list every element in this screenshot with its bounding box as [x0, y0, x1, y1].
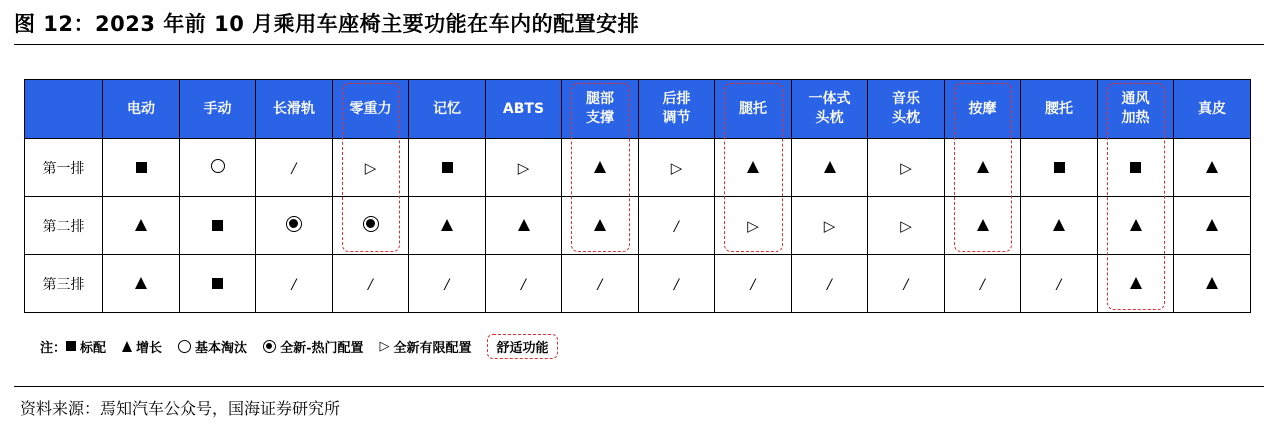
header-corner: [25, 80, 103, 139]
bottom-rule: [14, 386, 1264, 387]
table-row: [25, 139, 1251, 197]
column-header: 零重力: [333, 80, 409, 139]
column-header: 腿托: [715, 80, 792, 139]
standard-icon: [212, 278, 223, 289]
none-mark: /: [597, 276, 603, 293]
row-label: 第二排: [25, 197, 103, 255]
column-header: 真皮: [1174, 80, 1251, 139]
standard-icon: [136, 162, 147, 173]
open-triangle-icon: ▷: [747, 216, 759, 235]
table-cell: [792, 139, 868, 197]
column-header: 电动: [103, 80, 180, 139]
table-cell: [103, 139, 180, 197]
none-mark: /: [291, 276, 297, 293]
new-hot-icon: [286, 216, 302, 232]
none-mark: /: [1056, 276, 1062, 293]
circle-icon: [178, 340, 191, 353]
comfort-highlight-box: [571, 83, 630, 252]
table-cell: [333, 255, 409, 313]
comfort-highlight-box: [724, 83, 783, 252]
legend-standard: 标配: [66, 337, 106, 356]
row-label: 第三排: [25, 255, 103, 313]
table-row: [25, 197, 1251, 255]
table-cell: [1021, 139, 1098, 197]
growth-icon: [1206, 161, 1218, 173]
table-cell: [792, 255, 868, 313]
table-cell: [180, 139, 256, 197]
open-triangle-icon: ▷: [379, 338, 390, 354]
column-header: 按摩: [945, 80, 1021, 139]
table-cell: [409, 197, 486, 255]
table-body: [25, 139, 1251, 313]
table-cell: [256, 197, 333, 255]
table-row: [25, 255, 1251, 313]
growth-icon: [824, 161, 836, 173]
open-triangle-icon: ▷: [517, 158, 530, 177]
table-cell: [103, 255, 180, 313]
column-header: ABTS: [486, 80, 562, 139]
none-mark: /: [750, 276, 756, 293]
table-cell: [868, 139, 945, 197]
none-mark: /: [368, 276, 373, 293]
none-mark: /: [674, 276, 679, 293]
table-cell: [409, 255, 486, 313]
table-cell: [256, 255, 333, 313]
table-cell: [103, 197, 180, 255]
table-cell: [1174, 139, 1251, 197]
standard-icon: [442, 162, 453, 173]
triangle-icon: [122, 341, 132, 352]
open-triangle-icon: ▷: [670, 158, 683, 177]
table-cell: [180, 255, 256, 313]
none-mark: /: [444, 276, 450, 293]
open-triangle-icon: ▷: [823, 216, 836, 235]
eliminated-icon: [211, 159, 225, 173]
figure-title: 图 12：2023 年前 10 月乘用车座椅主要功能在车内的配置安排: [14, 12, 640, 36]
table-cell: [639, 197, 715, 255]
legend-comfort: 舒适功能: [487, 334, 557, 359]
none-mark: /: [674, 218, 679, 235]
legend-new-hot: 全新-热门配置: [263, 337, 363, 356]
column-header: 音乐 头枕: [868, 80, 945, 139]
growth-icon: [441, 219, 453, 231]
table-cell: [1021, 255, 1098, 313]
open-triangle-icon: ▷: [900, 216, 912, 235]
table-cell: [486, 139, 562, 197]
table-cell: [792, 197, 868, 255]
open-triangle-icon: ▷: [900, 158, 912, 177]
dot-circle-icon: [263, 340, 276, 353]
header-row: [25, 80, 1251, 139]
growth-icon: [1206, 277, 1218, 289]
column-header: 记忆: [409, 80, 486, 139]
table-cell: [562, 255, 639, 313]
column-header: 腰托: [1021, 80, 1098, 139]
comfort-highlight-box: [1107, 83, 1165, 310]
table-cell: [868, 197, 945, 255]
table-cell: [639, 139, 715, 197]
comfort-highlight-box: [342, 83, 400, 252]
column-header: 一体式 头枕: [792, 80, 868, 139]
table-cell: [945, 255, 1021, 313]
legend-eliminated: 基本淘汰: [178, 337, 247, 356]
column-header: 后排 调节: [639, 80, 715, 139]
none-mark: /: [291, 160, 297, 177]
none-mark: /: [521, 276, 526, 293]
table-cell: [486, 255, 562, 313]
column-header: 腿部 支撑: [562, 80, 639, 139]
table-cell: [486, 197, 562, 255]
table-cell: [1174, 197, 1251, 255]
column-header: 手动: [180, 80, 256, 139]
top-rule: [14, 44, 1264, 45]
config-table: [24, 79, 1251, 313]
table-cell: [715, 255, 792, 313]
table-cell: [639, 255, 715, 313]
standard-icon: [212, 220, 223, 231]
row-label: 第一排: [25, 139, 103, 197]
table-cell: [1021, 197, 1098, 255]
table-cell: [868, 255, 945, 313]
growth-icon: [518, 219, 530, 231]
column-header: 长滑轨: [256, 80, 333, 139]
growth-icon: [135, 219, 147, 231]
square-icon: [66, 341, 76, 351]
table-cell: [1174, 255, 1251, 313]
column-header: 通风 加热: [1098, 80, 1174, 139]
none-mark: /: [980, 276, 985, 293]
legend: [40, 333, 574, 359]
standard-icon: [1054, 162, 1065, 173]
table-cell: [409, 139, 486, 197]
legend-prefix: 注：: [40, 340, 67, 356]
growth-icon: [135, 277, 147, 289]
open-triangle-icon: ▷: [364, 158, 377, 177]
legend-new-limited: ▷ 全新有限配置: [379, 338, 472, 356]
legend-growth: 增长: [122, 337, 162, 356]
source-note: 资料来源：焉知汽车公众号，国海证券研究所: [20, 399, 341, 418]
growth-icon: [1206, 219, 1218, 231]
growth-icon: [1053, 219, 1065, 231]
table-cell: [180, 197, 256, 255]
none-mark: /: [903, 276, 909, 293]
comfort-highlight-box: [954, 83, 1012, 252]
none-mark: /: [827, 276, 832, 293]
table-cell: [256, 139, 333, 197]
